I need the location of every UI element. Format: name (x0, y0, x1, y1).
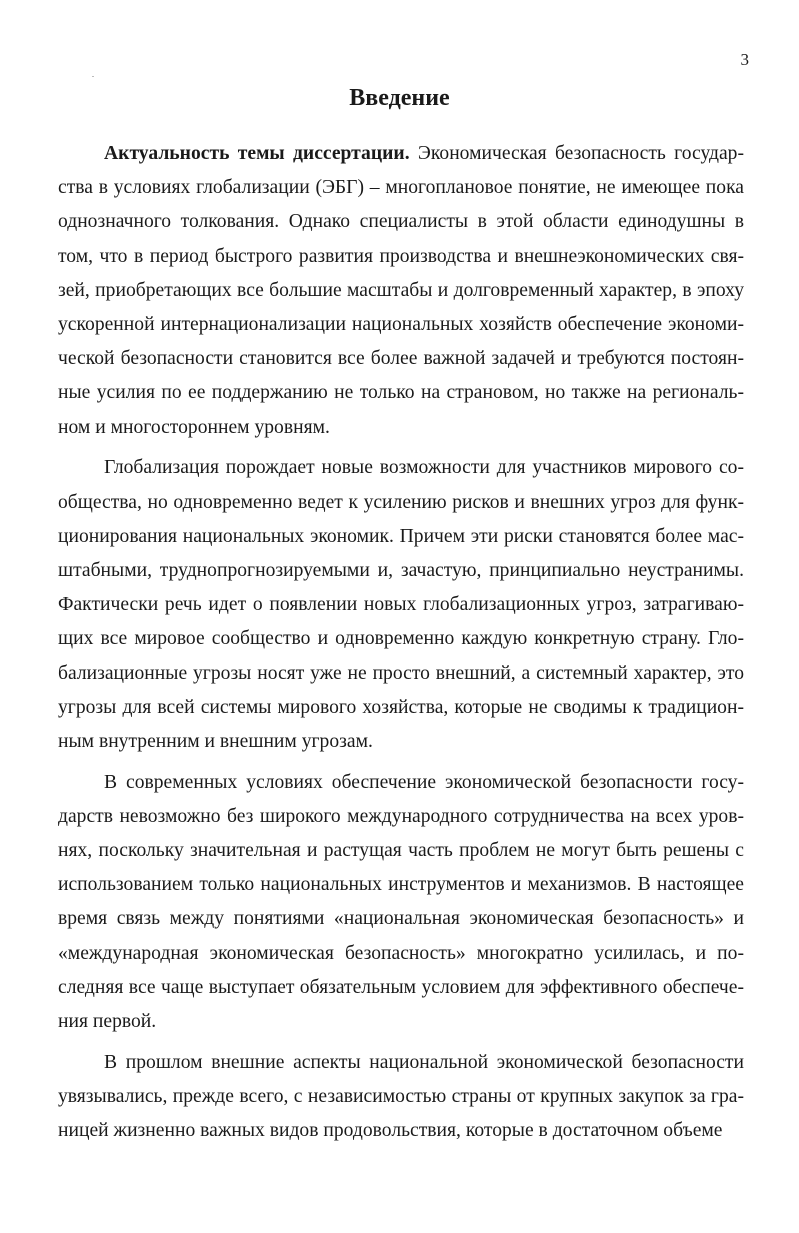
paragraph-cooperation (58, 766, 744, 1040)
paragraph-text: В прошлом внешние аспекты национальной экономической безопасности увязывались, прежде всего, с независимостью страны от крупных закупок за границей жизненно важных видов продовольствия, которые в достаточном объеме (58, 1051, 744, 1142)
paragraph-text: В современных условиях обеспечение экономической безопасности государств невозможно без широкого международного сотрудничества на всех уровнях, поскольку значительная и растущая часть проблем не могут быть решены с использованием только национальных инструментов и механизмов. В настоящее время связь между понятиями «национальная экономическая безопасность» и «международная экономическая безопасность» многократно усилилась, и последняя все чаще выступает обязательным условием для эффективного обеспечения первой. (58, 771, 744, 1033)
paragraph-globalization (58, 451, 744, 759)
paragraph-external-aspects (58, 1046, 744, 1149)
paragraph-text: Глобализация порождает новые возможности для участников мирового сообщества, но одновременно ведет к усилению рисков и внешних угроз для функционирования национальных экономик. Причем эти риски становятся более масштабными, труднопрогнозируемыми и, зачастую, принципиально неустранимы. Фактически речь идет о появлении новых глобализационных угроз, затрагивающих все мировое сообщество и одновременно каждую конкретную страну. Глобализационные угрозы носят уже не просто внешний, а системный характер, это угрозы для всей системы мирового хозяйства, которые не сводимы к традиционным внутренним и внешним угрозам. (58, 457, 744, 752)
body-text (58, 137, 744, 1155)
paragraph-text: Экономическая безопасность государства в условиях глобализации (ЭБГ) – многоплановое понятие, не имеющее пока однозначного толкования. Однако специалисты в этой области единодушны в том, что в период быстрого развития производства и внешнеэкономических связей, приобретающих все большие масштабы и долговременный характер, в эпоху ускоренной интернационализации национальных хозяйств обеспечение экономической безопасности становится все более важной задачей и требуются постоянные усилия по ее поддержанию не только на страновом, но также на региональном и многостороннем уровням. (58, 143, 745, 438)
paragraph-lead: Актуальность темы диссертации. (104, 143, 410, 164)
scan-speck (92, 76, 94, 77)
page-number: 3 (740, 50, 749, 69)
paragraph-relevance (58, 137, 744, 445)
page-title: Введение (349, 85, 450, 111)
